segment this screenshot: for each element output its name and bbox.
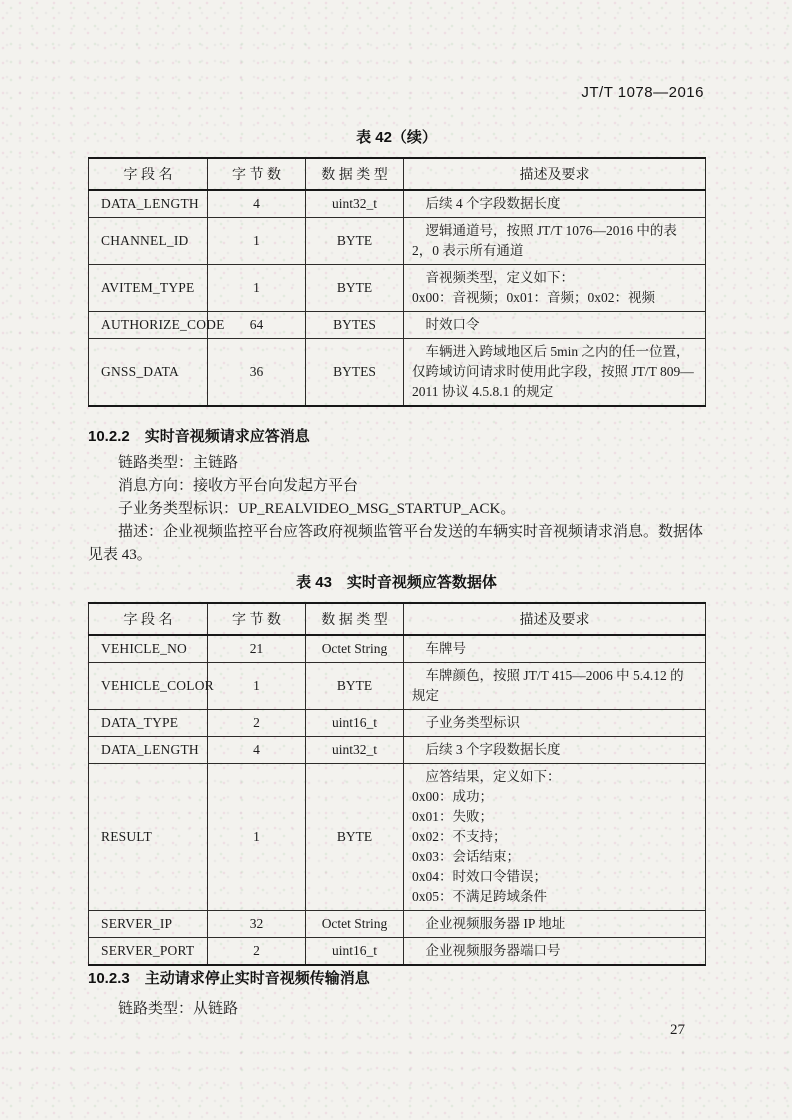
table-43 bbox=[88, 602, 706, 966]
description-line: 逻辑通道号，按照 JT/T 1076—2016 中的表 2，0 表示所有通道 bbox=[412, 223, 677, 258]
paragraph-message-direction: 消息方向：接收方平台向发起方平台 bbox=[118, 478, 359, 494]
table-row bbox=[89, 218, 706, 265]
section-heading-10-2-3 bbox=[88, 967, 370, 988]
description-line: 0x03：会话结束； bbox=[412, 849, 520, 864]
cell-description bbox=[404, 764, 706, 911]
column-header: 字 节 数 bbox=[208, 158, 306, 190]
cell-description bbox=[404, 218, 706, 265]
cell-byte-count: 4 bbox=[208, 190, 306, 218]
table-row bbox=[89, 635, 706, 663]
description-line: 音视频类型，定义如下： bbox=[425, 270, 574, 285]
cell-description bbox=[404, 663, 706, 710]
description-line: 子业务类型标识 bbox=[425, 715, 520, 730]
paragraph-link-type: 链路类型：从链路 bbox=[118, 1001, 239, 1017]
cell-data-type: Octet String bbox=[306, 635, 404, 663]
table43-body bbox=[89, 635, 706, 965]
cell-byte-count: 1 bbox=[208, 265, 306, 312]
cell-field-name: VEHICLE_COLOR bbox=[89, 663, 208, 710]
cell-description bbox=[404, 710, 706, 737]
table-row bbox=[89, 764, 706, 911]
description-line: 0x01：失败； bbox=[412, 809, 493, 824]
description-line: 0x04：时效口令错误； bbox=[412, 869, 547, 884]
cell-data-type: BYTES bbox=[306, 312, 404, 339]
cell-description bbox=[404, 190, 706, 218]
column-header: 字 节 数 bbox=[208, 603, 306, 635]
description-line: 后续 3 个字段数据长度 bbox=[425, 742, 561, 757]
cell-data-type: uint16_t bbox=[306, 710, 404, 737]
description-line: 0x05：不满足跨域条件 bbox=[412, 889, 547, 904]
cell-description bbox=[404, 737, 706, 764]
paragraph-subservice-id: 子业务类型标识：UP_REALVIDEO_MSG_STARTUP_ACK。 bbox=[118, 501, 516, 517]
table-row bbox=[89, 710, 706, 737]
column-header: 字 段 名 bbox=[89, 158, 208, 190]
cell-data-type: uint32_t bbox=[306, 190, 404, 218]
cell-data-type: BYTE bbox=[306, 218, 404, 265]
table42-body bbox=[89, 190, 706, 406]
cell-field-name: CHANNEL_ID bbox=[89, 218, 208, 265]
cell-byte-count: 1 bbox=[208, 663, 306, 710]
table43-header-row bbox=[89, 603, 706, 635]
table-row bbox=[89, 190, 706, 218]
cell-data-type: BYTE bbox=[306, 764, 404, 911]
table-42-continued bbox=[88, 157, 706, 407]
table-row bbox=[89, 911, 706, 938]
cell-field-name: SERVER_PORT bbox=[89, 938, 208, 966]
cell-field-name: VEHICLE_NO bbox=[89, 635, 208, 663]
column-header: 数 据 类 型 bbox=[306, 603, 404, 635]
table-row bbox=[89, 938, 706, 966]
cell-field-name: GNSS_DATA bbox=[89, 339, 208, 407]
cell-byte-count: 21 bbox=[208, 635, 306, 663]
cell-byte-count: 2 bbox=[208, 938, 306, 966]
section-title: 实时音视频请求应答消息 bbox=[144, 428, 310, 445]
page-number: 27 bbox=[670, 1022, 685, 1038]
section-number: 10.2.2 bbox=[88, 428, 130, 445]
table-row bbox=[89, 312, 706, 339]
cell-data-type: BYTE bbox=[306, 663, 404, 710]
table42-header-row bbox=[89, 158, 706, 190]
description-line: 时效口令 bbox=[425, 317, 480, 332]
table-row bbox=[89, 339, 706, 407]
cell-description bbox=[404, 938, 706, 966]
description-line: 车牌颜色，按照 JT/T 415—2006 中 5.4.12 的规定 bbox=[412, 668, 684, 703]
section-10-2-3-body bbox=[88, 998, 706, 1021]
description-line: 0x00：成功； bbox=[412, 789, 493, 804]
cell-data-type: uint32_t bbox=[306, 737, 404, 764]
table-row bbox=[89, 663, 706, 710]
cell-description bbox=[404, 265, 706, 312]
column-header: 数 据 类 型 bbox=[306, 158, 404, 190]
cell-byte-count: 64 bbox=[208, 312, 306, 339]
table-row bbox=[89, 737, 706, 764]
section-number: 10.2.3 bbox=[88, 970, 130, 987]
cell-data-type: uint16_t bbox=[306, 938, 404, 966]
description-line: 0x02：不支持； bbox=[412, 829, 507, 844]
cell-field-name: RESULT bbox=[89, 764, 208, 911]
paragraph-description: 描述：企业视频监控平台应答政府视频监管平台发送的车辆实时音视频请求消息。数据体见表 43。 bbox=[88, 524, 704, 563]
table42-title: 表 42（续） bbox=[356, 129, 437, 146]
cell-byte-count: 2 bbox=[208, 710, 306, 737]
cell-data-type: Octet String bbox=[306, 911, 404, 938]
cell-field-name: AVITEM_TYPE bbox=[89, 265, 208, 312]
description-line: 企业视频服务器 IP 地址 bbox=[425, 916, 566, 931]
column-header: 描述及要求 bbox=[404, 603, 706, 635]
cell-field-name: SERVER_IP bbox=[89, 911, 208, 938]
description-line: 0x00：音视频；0x01：音频；0x02：视频 bbox=[412, 290, 655, 305]
section-heading-10-2-2 bbox=[88, 425, 310, 446]
section-title: 主动请求停止实时音视频传输消息 bbox=[144, 970, 370, 987]
table-row bbox=[89, 265, 706, 312]
table43-title: 表 43 实时音视频应答数据体 bbox=[296, 574, 497, 591]
paragraph-link-type: 链路类型：主链路 bbox=[118, 455, 239, 471]
cell-byte-count: 1 bbox=[208, 218, 306, 265]
standard-number-header: JT/T 1078—2016 bbox=[581, 84, 704, 101]
cell-description bbox=[404, 339, 706, 407]
description-line: 车辆进入跨域地区后 5min 之内的任一位置，仅跨域访问请求时使用此字段，按照 JT/T 809—2011 协议 4.5.8.1 的规定 bbox=[412, 344, 694, 399]
cell-description bbox=[404, 312, 706, 339]
cell-data-type: BYTES bbox=[306, 339, 404, 407]
cell-byte-count: 32 bbox=[208, 911, 306, 938]
description-line: 后续 4 个字段数据长度 bbox=[425, 196, 561, 211]
cell-field-name: DATA_LENGTH bbox=[89, 190, 208, 218]
description-line: 应答结果，定义如下： bbox=[425, 769, 561, 784]
cell-byte-count: 36 bbox=[208, 339, 306, 407]
column-header: 描述及要求 bbox=[404, 158, 706, 190]
section-10-2-2-body bbox=[88, 452, 706, 567]
cell-field-name: DATA_TYPE bbox=[89, 710, 208, 737]
cell-field-name: DATA_LENGTH bbox=[89, 737, 208, 764]
description-line: 企业视频服务器端口号 bbox=[425, 943, 561, 958]
column-header: 字 段 名 bbox=[89, 603, 208, 635]
cell-byte-count: 4 bbox=[208, 737, 306, 764]
cell-description bbox=[404, 635, 706, 663]
cell-byte-count: 1 bbox=[208, 764, 306, 911]
cell-field-name: AUTHORIZE_CODE bbox=[89, 312, 208, 339]
cell-data-type: BYTE bbox=[306, 265, 404, 312]
description-line: 车牌号 bbox=[425, 641, 466, 656]
cell-description bbox=[404, 911, 706, 938]
